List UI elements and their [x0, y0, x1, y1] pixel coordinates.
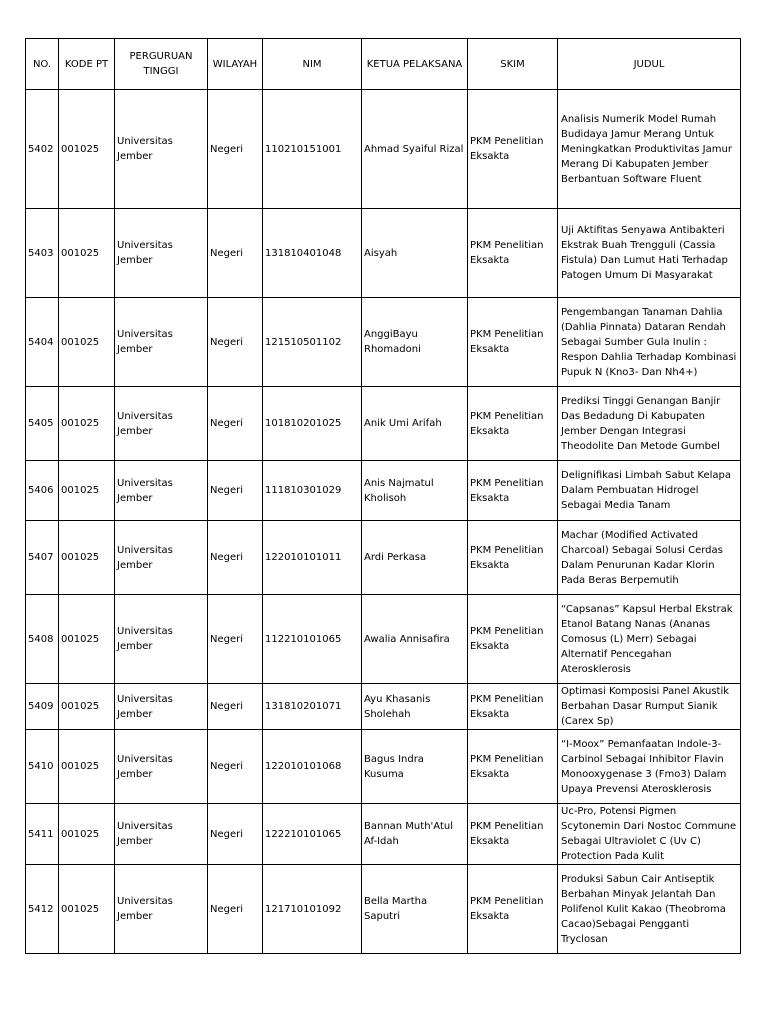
- cell-skim: PKM Penelitian Eksakta: [468, 595, 558, 684]
- table-row: [26, 684, 741, 730]
- header-row: [26, 39, 741, 90]
- cell-skim: PKM Penelitian Eksakta: [468, 298, 558, 387]
- table-row: [26, 595, 741, 684]
- cell-kode-pt: 001025: [59, 865, 115, 954]
- cell-no: 5410: [26, 730, 59, 804]
- cell-perguruan-tinggi: Universitas Jember: [115, 521, 208, 595]
- cell-kode-pt: 001025: [59, 804, 115, 865]
- cell-kode-pt: 001025: [59, 730, 115, 804]
- cell-skim: PKM Penelitian Eksakta: [468, 730, 558, 804]
- cell-perguruan-tinggi: Universitas Jember: [115, 804, 208, 865]
- cell-no: 5402: [26, 90, 59, 209]
- cell-nim: 122010101068: [263, 730, 362, 804]
- cell-kode-pt: 001025: [59, 595, 115, 684]
- cell-perguruan-tinggi: Universitas Jember: [115, 595, 208, 684]
- cell-nim: 112210101065: [263, 595, 362, 684]
- cell-judul: “I-Moox” Pemanfaatan Indole-3-Carbinol Sebagai Inhibitor Flavin Monooxygenase 3 (Fmo3) Dalam Upaya Prevensi Aterosklerosis: [558, 730, 741, 804]
- cell-wilayah: Negeri: [208, 730, 263, 804]
- table-row: [26, 298, 741, 387]
- cell-nim: 122010101011: [263, 521, 362, 595]
- cell-kode-pt: 001025: [59, 684, 115, 730]
- cell-perguruan-tinggi: Universitas Jember: [115, 90, 208, 209]
- cell-skim: PKM Penelitian Eksakta: [468, 804, 558, 865]
- table-row: [26, 387, 741, 461]
- table-row: [26, 730, 741, 804]
- cell-kode-pt: 001025: [59, 387, 115, 461]
- cell-wilayah: Negeri: [208, 298, 263, 387]
- cell-judul: “Capsanas” Kapsul Herbal Ekstrak Etanol Batang Nanas (Ananas Comosus (L) Merr) Sebagai Alternatif Pencegahan Aterosklerosis: [558, 595, 741, 684]
- table-row: [26, 461, 741, 521]
- cell-no: 5404: [26, 298, 59, 387]
- cell-no: 5405: [26, 387, 59, 461]
- cell-no: 5412: [26, 865, 59, 954]
- cell-judul: Uc-Pro, Potensi Pigmen Scytonemin Dari Nostoc Commune Sebagai Ultraviolet C (Uv C) Protection Pada Kulit: [558, 804, 741, 865]
- cell-perguruan-tinggi: Universitas Jember: [115, 298, 208, 387]
- cell-perguruan-tinggi: Universitas Jember: [115, 865, 208, 954]
- cell-perguruan-tinggi: Universitas Jember: [115, 730, 208, 804]
- cell-no: 5409: [26, 684, 59, 730]
- cell-judul: Optimasi Komposisi Panel Akustik Berbahan Dasar Rumput Sianik (Carex Sp): [558, 684, 741, 730]
- header-ketua-pelaksana: KETUA PELAKSANA: [362, 39, 468, 90]
- header-skim: SKIM: [468, 39, 558, 90]
- table-row: [26, 865, 741, 954]
- cell-judul: Delignifikasi Limbah Sabut Kelapa Dalam Pembuatan Hidrogel Sebagai Media Tanam: [558, 461, 741, 521]
- cell-wilayah: Negeri: [208, 209, 263, 298]
- cell-ketua-pelaksana: Awalia Annisafira: [362, 595, 468, 684]
- cell-ketua-pelaksana: Ahmad Syaiful Rizal: [362, 90, 468, 209]
- cell-wilayah: Negeri: [208, 90, 263, 209]
- cell-perguruan-tinggi: Universitas Jember: [115, 684, 208, 730]
- cell-judul: Machar (Modified Activated Charcoal) Sebagai Solusi Cerdas Dalam Penurunan Kadar Klorin Pada Beras Berpemutih: [558, 521, 741, 595]
- cell-perguruan-tinggi: Universitas Jember: [115, 461, 208, 521]
- cell-nim: 122210101065: [263, 804, 362, 865]
- cell-skim: PKM Penelitian Eksakta: [468, 521, 558, 595]
- pkm-proposal-table: [25, 38, 741, 954]
- cell-skim: PKM Penelitian Eksakta: [468, 684, 558, 730]
- cell-no: 5403: [26, 209, 59, 298]
- cell-nim: 111810301029: [263, 461, 362, 521]
- cell-wilayah: Negeri: [208, 684, 263, 730]
- cell-ketua-pelaksana: Ardi Perkasa: [362, 521, 468, 595]
- cell-judul: Produksi Sabun Cair Antiseptik Berbahan Minyak Jelantah Dan Polifenol Kulit Kakao (Theobroma Cacao)Sebagai Pengganti Tryclosan: [558, 865, 741, 954]
- cell-perguruan-tinggi: Universitas Jember: [115, 387, 208, 461]
- cell-kode-pt: 001025: [59, 461, 115, 521]
- cell-ketua-pelaksana: Anik Umi Arifah: [362, 387, 468, 461]
- table-row: [26, 209, 741, 298]
- table-row: [26, 804, 741, 865]
- header-no: NO.: [26, 39, 59, 90]
- cell-nim: 101810201025: [263, 387, 362, 461]
- header-wilayah: WILAYAH: [208, 39, 263, 90]
- cell-skim: PKM Penelitian Eksakta: [468, 90, 558, 209]
- cell-nim: 121710101092: [263, 865, 362, 954]
- cell-judul: Prediksi Tinggi Genangan Banjir Das Bedadung Di Kabupaten Jember Dengan Integrasi Theodolite Dan Metode Gumbel: [558, 387, 741, 461]
- cell-ketua-pelaksana: Bella Martha Saputri: [362, 865, 468, 954]
- cell-nim: 131810401048: [263, 209, 362, 298]
- cell-kode-pt: 001025: [59, 90, 115, 209]
- cell-skim: PKM Penelitian Eksakta: [468, 865, 558, 954]
- cell-no: 5411: [26, 804, 59, 865]
- header-judul: JUDUL: [558, 39, 741, 90]
- cell-judul: Uji Aktifitas Senyawa Antibakteri Ekstrak Buah Trengguli (Cassia Fistula) Dan Lumut Hati Terhadap Patogen Umum Di Masyarakat: [558, 209, 741, 298]
- cell-nim: 131810201071: [263, 684, 362, 730]
- cell-ketua-pelaksana: Bagus Indra Kusuma: [362, 730, 468, 804]
- cell-perguruan-tinggi: Universitas Jember: [115, 209, 208, 298]
- cell-kode-pt: 001025: [59, 209, 115, 298]
- cell-no: 5407: [26, 521, 59, 595]
- cell-ketua-pelaksana: Aisyah: [362, 209, 468, 298]
- cell-skim: PKM Penelitian Eksakta: [468, 461, 558, 521]
- table-row: [26, 90, 741, 209]
- header-nim: NIM: [263, 39, 362, 90]
- cell-no: 5408: [26, 595, 59, 684]
- cell-judul: Pengembangan Tanaman Dahlia (Dahlia Pinnata) Dataran Rendah Sebagai Sumber Gula Inulin : Respon Dahlia Terhadap Kombinasi Pupuk N (Kno3- Dan Nh4+): [558, 298, 741, 387]
- header-kode-pt: KODE PT: [59, 39, 115, 90]
- cell-wilayah: Negeri: [208, 521, 263, 595]
- cell-ketua-pelaksana: Ayu Khasanis Sholehah: [362, 684, 468, 730]
- cell-judul: Analisis Numerik Model Rumah Budidaya Jamur Merang Untuk Meningkatkan Produktivitas Jamur Merang Di Kabupaten Jember Berbantuan Software Fluent: [558, 90, 741, 209]
- cell-ketua-pelaksana: Bannan Muth'Atul Af-Idah: [362, 804, 468, 865]
- cell-wilayah: Negeri: [208, 595, 263, 684]
- cell-wilayah: Negeri: [208, 387, 263, 461]
- cell-nim: 121510501102: [263, 298, 362, 387]
- cell-skim: PKM Penelitian Eksakta: [468, 209, 558, 298]
- cell-ketua-pelaksana: Anis Najmatul Kholisoh: [362, 461, 468, 521]
- cell-kode-pt: 001025: [59, 298, 115, 387]
- header-perguruan-tinggi: PERGURUAN TINGGI: [115, 39, 208, 90]
- cell-nim: 110210151001: [263, 90, 362, 209]
- cell-wilayah: Negeri: [208, 865, 263, 954]
- cell-ketua-pelaksana: AnggiBayu Rhomadoni: [362, 298, 468, 387]
- cell-wilayah: Negeri: [208, 461, 263, 521]
- cell-kode-pt: 001025: [59, 521, 115, 595]
- cell-skim: PKM Penelitian Eksakta: [468, 387, 558, 461]
- table-row: [26, 521, 741, 595]
- cell-no: 5406: [26, 461, 59, 521]
- cell-wilayah: Negeri: [208, 804, 263, 865]
